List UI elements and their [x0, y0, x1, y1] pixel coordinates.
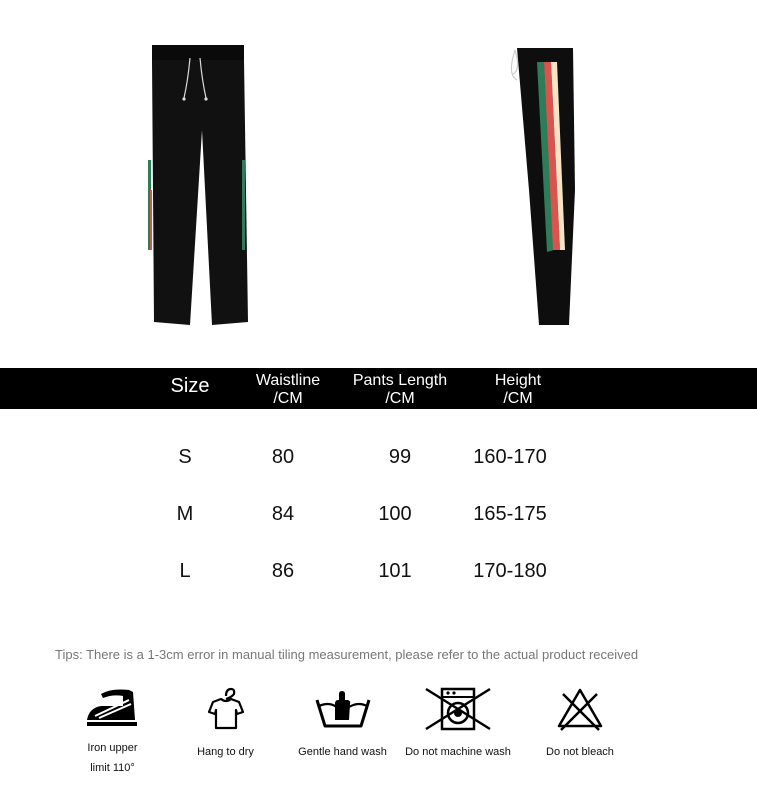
table-row — [0, 560, 757, 590]
pants-length-cell: 100 — [378, 503, 412, 525]
header-size: Size — [170, 375, 210, 397]
care-label: Do not bleach — [546, 746, 614, 758]
height-cell: 160-170 — [473, 446, 547, 468]
pants-length-cell: 99 — [388, 446, 412, 468]
hand-wash-icon — [313, 686, 373, 732]
care-item-no-machine-wash — [398, 686, 518, 762]
header-height: Height /CM — [494, 372, 542, 407]
care-item-hand-wash — [290, 686, 395, 762]
iron-icon — [83, 686, 143, 732]
size-table-header — [0, 368, 757, 409]
size-cell: M — [176, 503, 194, 525]
waistline-cell: 86 — [271, 560, 295, 582]
size-cell: S — [178, 446, 192, 468]
size-cell: L — [179, 560, 191, 582]
care-label: Hang to dry — [197, 746, 254, 758]
height-cell: 165-175 — [473, 503, 547, 525]
pants-length-cell: 101 — [378, 560, 412, 582]
measurement-tip: Tips: There is a 1-3cm error in manual tiling measurement, please refer to the actual product received — [55, 647, 639, 662]
header-waistline: Waistline /CM — [255, 372, 321, 407]
waistline-cell: 80 — [271, 446, 295, 468]
care-item-hang-dry — [188, 686, 263, 762]
table-row — [0, 446, 757, 476]
front-view-pants-photo — [140, 40, 260, 330]
care-label: Do not machine wash — [405, 746, 511, 758]
height-cell: 170-180 — [473, 560, 547, 582]
care-item-iron — [75, 686, 150, 778]
care-label: Iron upper limit 110° — [87, 742, 138, 774]
table-row — [0, 503, 757, 533]
no-bleach-icon — [555, 686, 605, 732]
header-pants-length: Pants Length /CM — [352, 372, 448, 407]
care-label: Gentle hand wash — [298, 746, 387, 758]
waistline-cell: 84 — [271, 503, 295, 525]
side-view-pants-photo — [495, 40, 595, 330]
no-machine-wash-icon — [423, 686, 493, 732]
hanger-shirt-icon — [201, 686, 251, 732]
care-item-no-bleach — [535, 686, 625, 762]
